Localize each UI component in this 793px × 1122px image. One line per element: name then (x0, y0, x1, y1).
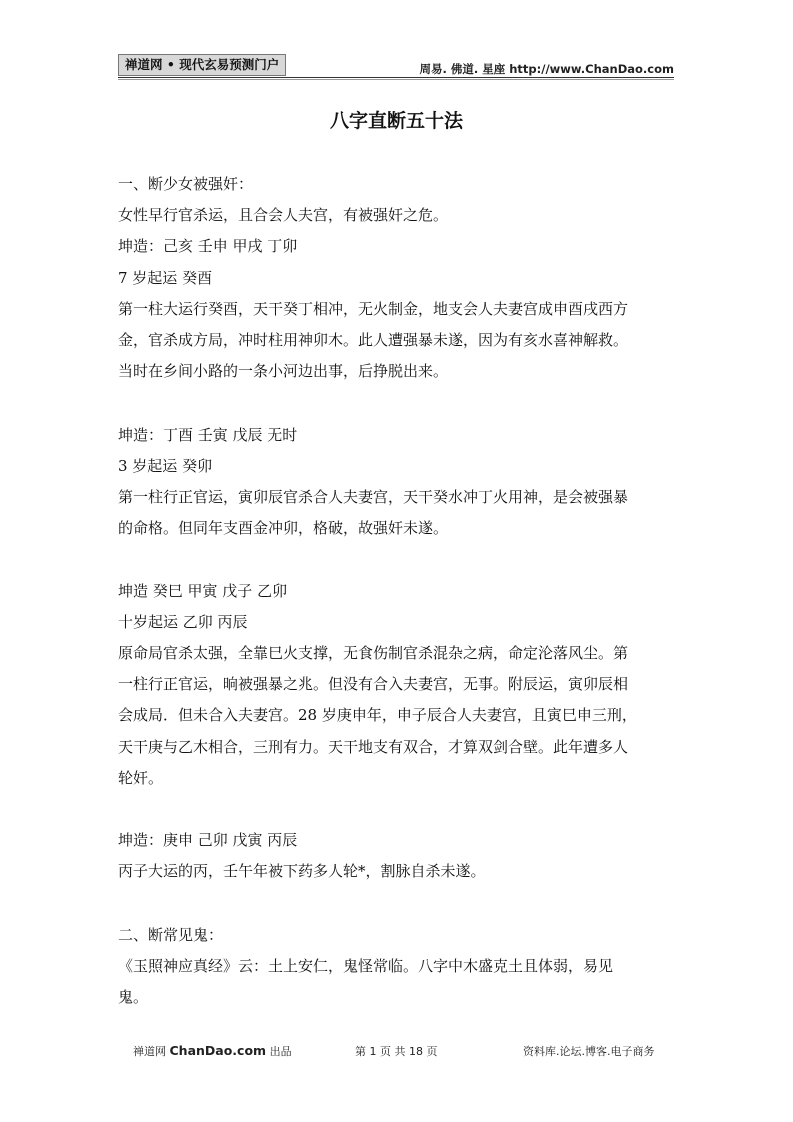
body-line: 天干庚与乙木相合，三刑有力。天干地支有双合，才算双剑合壁。此年遭多人 (118, 738, 629, 756)
body-line: 金，官杀成方局，冲时柱用神卯木。此人遭强暴未遂，因为有亥水喜神解救。 (118, 331, 629, 349)
page-number: 第 1 页 共 18 页 (355, 1045, 438, 1058)
section-heading: 二、断常见鬼： (118, 926, 224, 944)
footer-publisher (133, 1043, 292, 1059)
body-line: 轮奸。 (118, 769, 164, 787)
footer-brand: ChanDao.com (169, 1043, 267, 1058)
chart-line: 坤造：丁酉 壬寅 戊辰 无时 (118, 426, 298, 444)
header-divider (118, 77, 674, 78)
body-line: 原命局官杀太强，全靠巳火支撑，无食伤制官杀混杂之病，命定沦落风尘。第 (118, 644, 629, 662)
footer-prefix: 禅道网 (133, 1045, 166, 1058)
chart-line: 坤造 癸巳 甲寅 戊子 乙卯 (118, 582, 288, 600)
header-divider-thin (118, 79, 674, 80)
header-site-url: 周易. 佛道. 星座 http://www.ChanDao.com (419, 62, 674, 76)
body-line: 3 岁起运 癸卯 (118, 457, 213, 475)
page-footer (0, 1040, 793, 1060)
body-line: 7 岁起运 癸酉 (118, 269, 213, 287)
body-line: 一柱行正官运，晌被强暴之兆。但没有合入夫妻宫，无事。附辰运，寅卯辰相 (118, 675, 629, 693)
body-line: 的命格。但同年支酉金冲卯，格破，故强奸未遂。 (118, 519, 449, 537)
body-line: 《玉照神应真经》云：土上安仁，鬼怪常临。八字中木盛克土且体弱，易见 (118, 957, 614, 975)
body-line: 十岁起运 乙卯 丙辰 (118, 613, 248, 631)
body-line: 当时在乡间小路的一条小河边出事，后挣脱出来。 (118, 362, 449, 380)
chart-line: 坤造：庚申 己卯 戊寅 丙辰 (118, 831, 298, 849)
body-line: 第一柱大运行癸酉，天干癸丁相冲，无火制金，地支会人夫妻宫成申酉戌西方 (118, 300, 629, 318)
chart-line: 坤造：己亥 壬申 甲戌 丁卯 (118, 237, 298, 255)
body-line: 丙子大运的丙，壬午年被下药多人轮*，割脉自杀未遂。 (118, 862, 486, 880)
document-title: 八字直断五十法 (329, 110, 463, 132)
footer-suffix: 出品 (269, 1045, 292, 1058)
body-line: 第一柱行正官运，寅卯辰官杀合人夫妻宫，天干癸水冲丁火用神，是会被强暴 (118, 488, 629, 506)
page-header (118, 54, 674, 80)
body-line: 女性早行官杀运，且合会人夫宫，有被强奸之危。 (118, 206, 449, 224)
footer-services: 资料库.论坛.博客.电子商务 (523, 1045, 655, 1058)
body-line: 会成局．但未合入夫妻宫。28 岁庚申年，申子辰合人夫妻宫，且寅巳申三刑， (118, 706, 637, 724)
section-heading: 一、断少女被强奸： (118, 175, 254, 193)
site-logo: 禅道网 • 现代玄易预测门户 (118, 54, 286, 76)
body-line: 鬼。 (118, 988, 149, 1006)
